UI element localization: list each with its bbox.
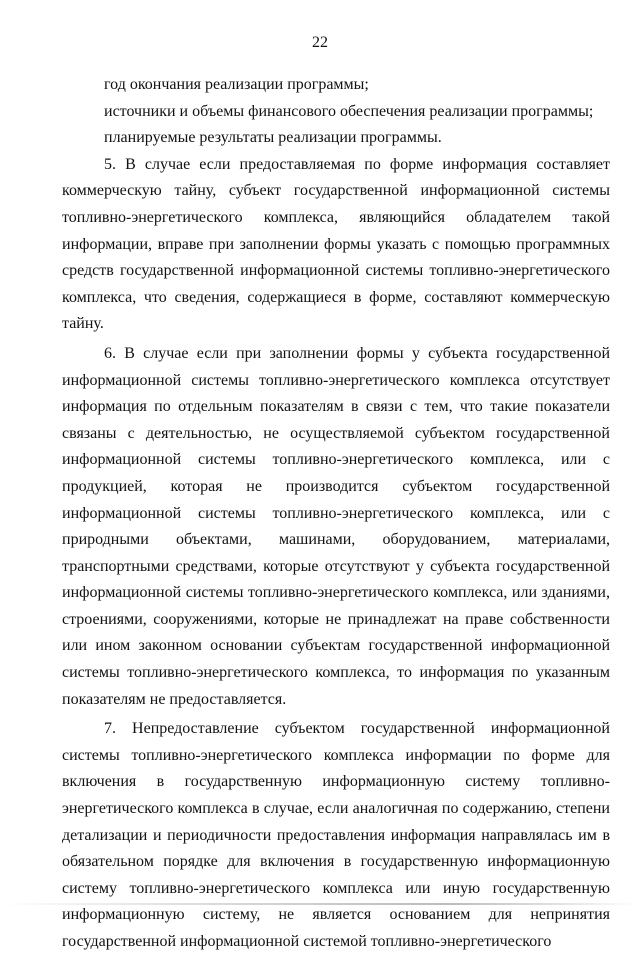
list-item: год окончания реализации программы; (104, 76, 369, 93)
paragraph-6: 6. В случае если при заполнении формы у субъекта государственной информационной системы топливно-энергетического комплекса отсутствует информация по отдельным показателям в связи с тем, что такие показатели связаны с деятельностью, не осуществляемой субъектом государственной информационной системы топливно-энергетического комплекса, или с продукцией, которая не производится субъектом государственной информационной системы топливно-энергетического комплекса, или с природными объектами, машинами, оборудованием, материалами, транспортными средствами, которые отсутствуют у субъекта государственной информационной системы топливно-энергетического комплекса, или зданиями, строениями, сооружениями, которые не принадлежат на праве собственности или ином законном основании субъектам государственной информационной системы топливно-энергетического комплекса, то информация по указанным показателям не предоставляется. (62, 344, 610, 708)
list-item: планируемые результаты реализации программы. (104, 129, 442, 147)
list-item: источники и объемы финансового обеспечения реализации программы; (104, 102, 594, 120)
paragraph-7: 7. Непредоставление субъектом государственной информационной системы топливно-энергетического комплекса информации по форме для включения в государственную информационную систему топливно-энергетического комплекса в случае, если аналогичная по содержанию, степени детализации и периодичности предоставления информация направлялась им в обязательном порядке для включения в государственную информационную систему топливно-энергетического комплекса или иную государственную информационную систему, не является основанием для непринятия государственной информационной системой топливно-энергетического (62, 720, 610, 950)
paragraph-5: 5. В случае если предоставляемая по форме информация составляет коммерческую тайну, субъект государственной информационной системы топливно-энергетического комплекса, являющийся обладателем такой информации, вправе при заполнении формы указать с помощью программных средств государственной информационной системы топливно-энергетического комплекса, что сведения, содержащиеся в форме, составляют коммерческую тайну. (62, 155, 610, 333)
document-body (62, 72, 610, 956)
page-number: 22 (312, 34, 328, 51)
